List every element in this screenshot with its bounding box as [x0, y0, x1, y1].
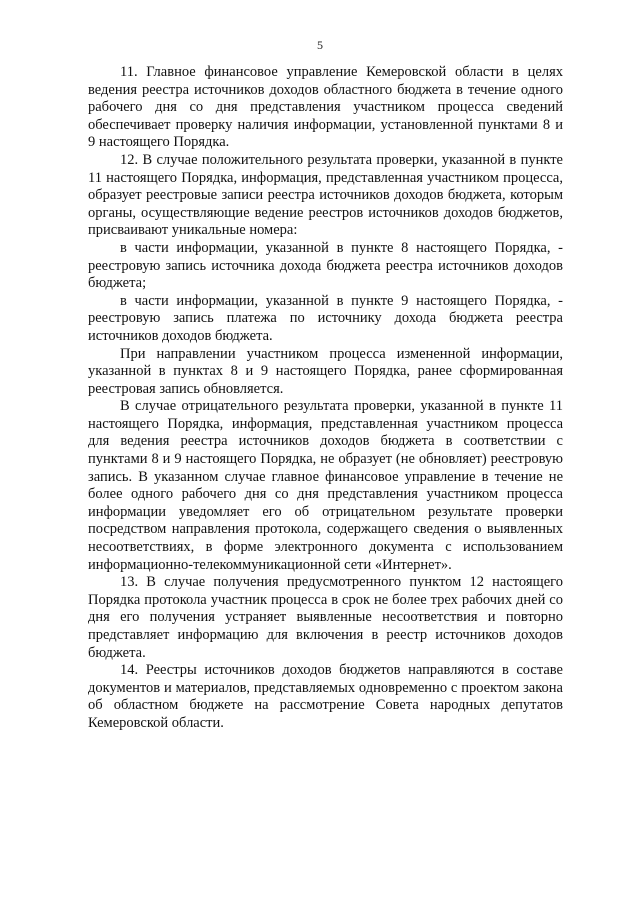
- paragraph-11: 11. Главное финансовое управление Кемеровской области в целях ведения реестра источников доходов областного бюджета в течение одного рабочего дня со дня представления участником процесса сведений обеспечивает проверку наличия информации, установленной пунктами 8 и 9 настоящего Порядка.: [88, 64, 563, 151]
- page-number: 5: [317, 38, 323, 52]
- document-body: [88, 64, 563, 733]
- paragraph-update-record: При направлении участником процесса измененной информации, указанной в пунктах 8 и 9 настоящего Порядка, ранее сформированная реестровая запись обновляется.: [88, 345, 563, 397]
- paragraph-12-item-point-8: в части информации, указанной в пункте 8 настоящего Порядка, - реестровую запись источника дохода бюджета реестра источников доходов бюджета;: [88, 239, 563, 292]
- paragraph-14: 14. Реестры источников доходов бюджетов направляются в составе документов и материалов, представляемых одновременно с проектом закона об областном бюджете на рассмотрение Совета народных депутатов Кемеровской области.: [88, 662, 563, 731]
- paragraph-13: 13. В случае получения предусмотренного пунктом 12 настоящего Порядка протокола участник процесса в срок не более трех рабочих дней со дня его получения устраняет выявленные несоответствия и повторно представляет информацию для включения в реестр источников доходов бюджета.: [88, 574, 563, 661]
- paragraph-negative-result: В случае отрицательного результата проверки, указанной в пункте 11 настоящего Порядка, информация, представленная участником процесса для ведения реестра источников доходов бюджета в соответствии с пунктами 8 и 9 настоящего Порядка, не образует (не обновляет) реестровую запись. В указанном случае главное финансовое управление в течение не более одного рабочего дня со дня представления участником процесса информации уведомляет его об отрицательном результате проверки посредством направления протокола, содержащего сведения о выявленных несоответствиях, в форме электронного документа с использованием информационно-телекоммуникационной сети «Интернет».: [88, 398, 563, 573]
- paragraph-12-item-point-9: в части информации, указанной в пункте 9 настоящего Порядка, - реестровую запись платежа по источнику дохода бюджета реестра источников доходов бюджета.: [88, 292, 563, 344]
- paragraph-12: 12. В случае положительного результата проверки, указанной в пункте 11 настоящего Порядка, информация, представленная участником процесса, образует реестровые записи реестра источников доходов бюджета, которым органы, осуществляющие ведение реестров источников доходов бюджетов, присваивают уникальные номера:: [88, 151, 563, 239]
